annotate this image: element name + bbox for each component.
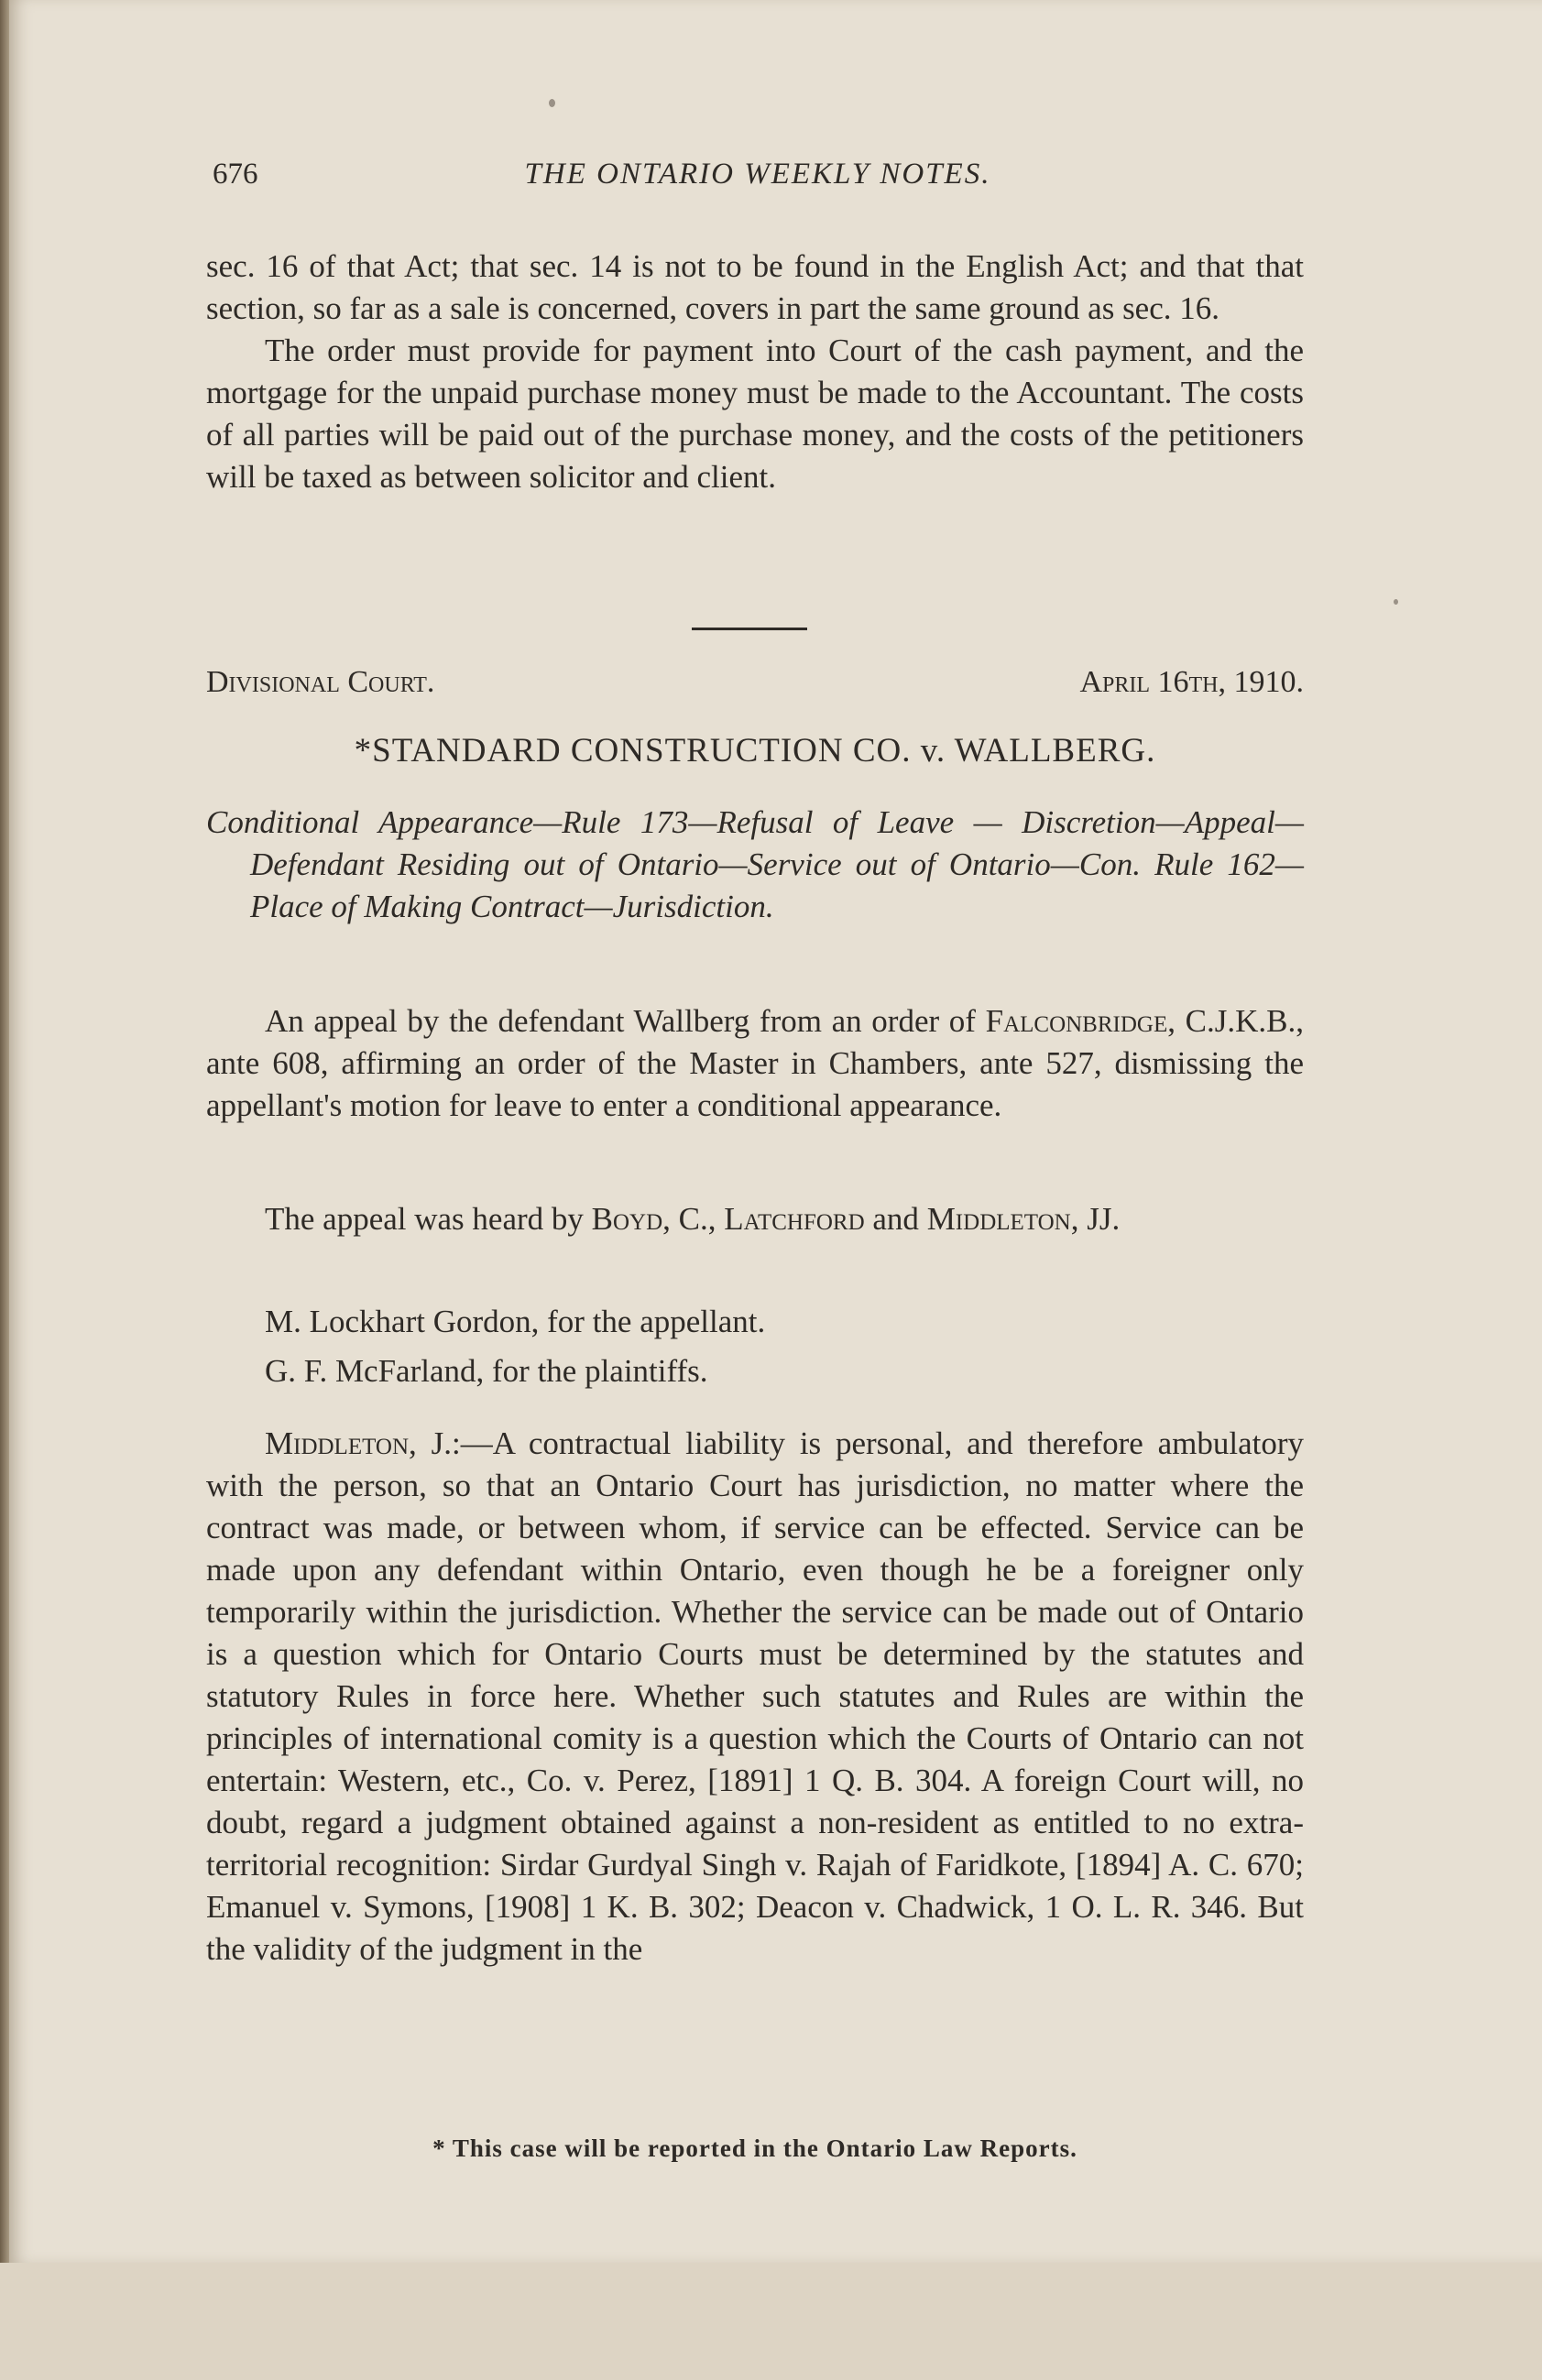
- paragraph: [206, 1000, 1304, 1127]
- judge-name: Falconbridge: [985, 1003, 1168, 1039]
- judge-name: Latchford: [724, 1201, 865, 1237]
- paragraph: The order must provide for payment into Court of the cash payment, and the mortgage for the unpaid purchase money must be made to the Accountant. The costs of all parties will be paid out of the purchase money, and the costs of the petitioners will be taxed as between solicitor and client.: [206, 333, 1304, 495]
- paragraph: sec. 16 of that Act; that sec. 14 is not to be found in the English Act; and that that section, so far as a sale is concerned, covers in part the same ground as sec. 16.: [206, 248, 1304, 326]
- text-run: , C.,: [662, 1201, 725, 1237]
- footnote: * This case will be reported in the Ontario Law Reports.: [432, 2134, 1077, 2162]
- paragraph: [206, 1198, 1304, 1240]
- appeal-description: [206, 1000, 1304, 1127]
- journal-title: THE ONTARIO WEEKLY NOTES.: [524, 158, 991, 191]
- court-date-row: [206, 665, 1304, 707]
- text-run: A contractual liability is personal, and therefore ambulatory with the person, so that an Ontario Court has jurisdiction, no matter where the contract was made, or between whom, if service can be effected. Service can be made upon any defendant within Ontario, even though he be a foreigner only temporarily within the jurisdiction. Whether the service can be made out of Ontario is a question which for Ontario Courts must be determined by the statutes and statutory Rules in force here. Whether such statutes and Rules are within the principles of international comity is a question which the Courts of Ontario can not entertain: Western, etc., Co. v. Perez, [1891] 1 Q. B. 304. A foreign Court will, no doubt, regard a judgment obtained against a non-resident as entitled to no extra-territorial recognition: Sirdar Gurdyal Singh v. Rajah of Faridkote, [1894] A. C. 670; Emanuel v. Symons, [1908] 1 K. B. 302; Deacon v. Chadwick, 1 O. L. R. 346. But the validity of the judgment in the: [206, 1425, 1304, 1967]
- section-divider: [692, 628, 807, 630]
- text-run: The appeal was heard by: [265, 1201, 592, 1237]
- counsel-line: M. Lockhart Gordon, for the appellant.: [265, 1304, 766, 1339]
- page-bottom-edge: [0, 2263, 1542, 2380]
- book-spine-shadow: [0, 0, 9, 2263]
- text-run: An appeal by the defendant Wallberg from an order of: [265, 1003, 986, 1039]
- text-run: , JJ.: [1070, 1201, 1121, 1237]
- counsel-line: G. F. McFarland, for the plaintiffs.: [265, 1353, 708, 1389]
- page-number: 676: [213, 158, 258, 191]
- paper-speck: [1394, 599, 1398, 605]
- paragraph: [206, 1423, 1304, 1971]
- bench-paragraph: [206, 1198, 1304, 1240]
- judge-name: Middleton: [926, 1201, 1071, 1237]
- court-name: Divisional Court.: [206, 665, 435, 699]
- running-header: [213, 158, 1303, 203]
- text-run: , J.:—: [409, 1425, 493, 1461]
- judge-name: Middleton: [265, 1425, 410, 1461]
- text-run: and: [864, 1201, 927, 1237]
- paper-speck: [549, 99, 555, 107]
- judgment-text: [206, 1423, 1304, 1971]
- headnote: Conditional Appearance—Rule 173—Refusal of Leave — Discretion—Appeal—Defendant Residing out of Ontario—Service out of Ontario—Con. Rule 162—Place of Making Contract—Jurisdiction.: [206, 804, 1304, 924]
- previous-case-text: [206, 246, 1304, 498]
- counsel-list: [206, 1301, 1304, 1392]
- judge-name: Boyd: [591, 1201, 663, 1237]
- case-date: April 16th, 1910.: [1079, 665, 1304, 699]
- case-title: *STANDARD CONSTRUCTION CO. v. WALLBERG.: [354, 732, 1156, 770]
- text-run: , C.J.K.B., ante 608, affirming an order of the Master in Chambers, ante 527, dismissing the appellant's motion for leave to enter a conditional appearance.: [206, 1003, 1304, 1123]
